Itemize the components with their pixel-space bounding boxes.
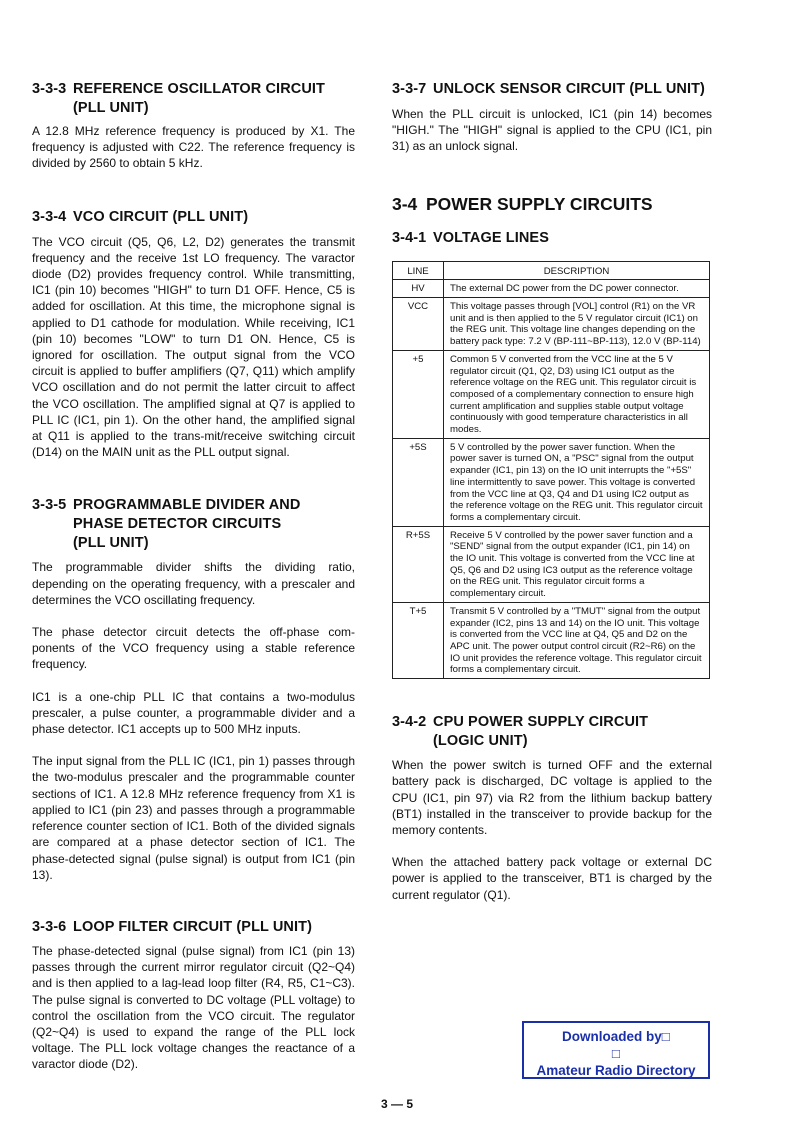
stamp-line-1: Downloaded by□ bbox=[562, 1029, 670, 1044]
description-cell: The external DC power from the DC power connector. bbox=[444, 280, 710, 298]
section-number: 3-3-4 bbox=[32, 208, 67, 225]
table-header-row bbox=[393, 261, 710, 280]
paragraph: When the PLL circuit is unlocked, IC1 (pin 14) becomes "HIGH." The "HIGH" signal is applied to the CPU (IC1, pin 31) as an unlock signal. bbox=[392, 107, 712, 154]
section-heading bbox=[392, 713, 712, 751]
table-header-description: DESCRIPTION bbox=[444, 261, 710, 280]
table-row bbox=[393, 350, 710, 438]
section-title: UNLOCK SENSOR CIRCUIT (PLL UNIT) bbox=[433, 81, 705, 97]
section-number: 3-3-3 bbox=[32, 81, 67, 97]
paragraph: IC1 is a one-chip PLL IC that contains a two-modulus prescaler, a pulse counter, a programmable divider and a phase detector. IC1 accepts up to 500 MHz inputs. bbox=[32, 689, 355, 737]
description-cell: Receive 5 V controlled by the power saver function and a "SEND" signal from the output expander (IC1, pin 14) on the IO unit. This voltage is converted from the VCC line at Q5, Q6 and D2 using IC3 output as the reference voltage on the REG unit. This regulator circuit forms a complementary circuit. bbox=[444, 526, 710, 602]
section-3-4-2 bbox=[392, 713, 712, 903]
voltage-lines-table bbox=[392, 261, 710, 680]
section-title-line2: PHASE DETECTOR CIRCUITS bbox=[73, 516, 282, 533]
section-heading bbox=[392, 229, 712, 248]
paragraph: When the attached battery pack voltage or external DC power is applied to the transceiver, BT1 is charged by the current regulator (Q1). bbox=[392, 855, 712, 902]
stamp-line-2: □ bbox=[611, 1046, 621, 1061]
section-heading bbox=[392, 80, 712, 99]
description-cell: Transmit 5 V controlled by a "TMUT" signal from the output expander (IC2, pins 13 and 14) on the IO unit. This voltage is converted from the VCC line at Q4, Q5 and D2 on the APC unit. The power output control circuit (R2~R6) on the IO unit provides the reference voltage. This regulator circuit forms a complementary circuit. bbox=[444, 602, 710, 678]
section-title: VOLTAGE LINES bbox=[433, 229, 549, 246]
chapter-heading bbox=[392, 193, 712, 215]
section-3-4-1 bbox=[392, 229, 712, 680]
chapter-number: 3-4 bbox=[392, 193, 418, 214]
section-title-line2: (LOGIC UNIT) bbox=[433, 733, 528, 750]
table-row bbox=[393, 298, 710, 351]
chapter-title: POWER SUPPLY CIRCUITS bbox=[426, 193, 653, 214]
description-cell: This voltage passes through [VOL] control (R1) on the VR unit and is then applied to the 5 V regulator circuit (IC1) on the REG unit. This voltage line changes depending on the battery pack type: 7.2 V (BP-111~BP-113), 12.0 V (BP-114) bbox=[444, 298, 710, 351]
section-heading bbox=[32, 208, 355, 227]
section-title-line3: (PLL UNIT) bbox=[73, 535, 149, 552]
paragraph: The VCO circuit (Q5, Q6, L2, D2) generates the transmit frequency and the receive 1st LO frequency. The varactor diode (D2) provides frequency control. While transmitting, IC1 (pin 10) becomes "HIGH" to turn D1 OFF. Hence, C5 is added for oscillation. At this time, the microphone signal is applied to D1 cathode for modulation. While receiving, IC1 (pin 10) becomes "LOW" to turn D1 ON. Hence, C5 is ignored for oscillation. The output signal from the VCO circuit is applied to buffer amplifiers (Q7, Q11) which amplify VCO oscillation and do not permit the latter circuit to affect the VCO oscillation. The amplified signal at Q7 is applied to PLL IC (IC1, pin 1). On the other hand, the amplified signal at Q11 is applied to the trans-mit/receive switching circuit (D14) on the MAIN unit as the PLL output signal. bbox=[32, 234, 355, 460]
section-title-line1: PROGRAMMABLE DIVIDER AND bbox=[73, 497, 301, 514]
description-cell: Common 5 V converted from the VCC line at the 5 V regulator circuit (Q1, Q2, D3) using IC1 output as the reference voltage on the REG unit. This regulator circuit is composed of a complementary connection to ensure high current amplification and supplies stable output voltage continuously with good temperature characteristics in all modes. bbox=[444, 350, 710, 438]
line-cell: +5 bbox=[393, 350, 444, 438]
line-cell: VCC bbox=[393, 298, 444, 351]
section-number: 3-4-2 bbox=[392, 714, 427, 731]
line-cell: T+5 bbox=[393, 602, 444, 678]
line-cell: HV bbox=[393, 280, 444, 298]
section-number: 3-4-1 bbox=[392, 229, 427, 246]
table-row bbox=[393, 280, 710, 298]
section-title-line2: (PLL UNIT) bbox=[73, 100, 149, 116]
table-row bbox=[393, 438, 710, 526]
section-title: LOOP FILTER CIRCUIT (PLL UNIT) bbox=[73, 918, 313, 935]
section-heading bbox=[32, 80, 355, 118]
line-cell: R+5S bbox=[393, 526, 444, 602]
paragraph: The input signal from the PLL IC (IC1, pin 1) passes through the two-modulus prescaler and the programmable counter sections of IC1. A 12.8 MHz reference frequency from X1 is applied to IC1 (pin 23) and passes through a programmable reference counter section of IC1. Both of the divided signals are compared at a phase detector section of IC1. The phase-detected signal (pulse signal) is output from IC1 (pin 13). bbox=[32, 754, 355, 882]
section-title-line1: CPU POWER SUPPLY CIRCUIT bbox=[433, 714, 649, 731]
right-column bbox=[392, 80, 712, 903]
table-header-line: LINE bbox=[393, 261, 444, 280]
section-number: 3-3-5 bbox=[32, 497, 67, 514]
section-3-3-5 bbox=[32, 496, 355, 882]
section-title: VCO CIRCUIT (PLL UNIT) bbox=[73, 208, 249, 225]
section-number: 3-3-7 bbox=[392, 81, 427, 97]
section-heading bbox=[32, 496, 355, 553]
left-column bbox=[32, 80, 355, 1073]
paragraph: The phase-detected signal (pulse signal) from IC1 (pin 13) passes through the current mirror regulator circuit (Q2~Q4) and is then applied to a lag-lead loop filter (R4, R5, C1~C3). The pulse signal is converted to DC voltage (PLL voltage) to control the oscillation from the VCO circuit. The regulator (Q2~Q4) is used to expand the range of the PLL lock voltage. The PLL lock voltage changes the reactance of a varactor diode (D2). bbox=[32, 943, 355, 1072]
downloaded-by-stamp bbox=[522, 1021, 710, 1079]
table-row bbox=[393, 602, 710, 678]
section-heading bbox=[32, 918, 355, 937]
paragraph: The phase detector circuit detects the off-phase com-ponents of the VCO frequency using a stable reference frequency. bbox=[32, 625, 355, 672]
page-number: 3 — 5 bbox=[380, 1097, 413, 1111]
section-number: 3-3-6 bbox=[32, 918, 67, 935]
section-3-3-4 bbox=[32, 208, 355, 461]
section-3-3-3 bbox=[32, 80, 355, 172]
paragraph: The programmable divider shifts the dividing ratio, depending on the operating frequency, with a prescaler and determines the VCO oscillating frequency. bbox=[32, 560, 355, 607]
line-cell: +5S bbox=[393, 438, 444, 526]
section-3-3-6 bbox=[32, 918, 355, 1073]
stamp-line-3: Amateur Radio Directory bbox=[536, 1063, 696, 1078]
section-3-3-7 bbox=[392, 80, 712, 155]
description-cell: 5 V controlled by the power saver function. When the power saver is turned ON, a "PSC" signal from the output expander (IC1, pin 13) on the IO unit interrupts the "+5S" line intermittently to save power. This voltage is converted from the VCC line at Q3, Q4 and D1 using IC2 output as the reference voltage on the REG unit. This regulator circuit forms a complementary circuit. bbox=[444, 438, 710, 526]
table-row bbox=[393, 526, 710, 602]
section-title-line1: REFERENCE OSCILLATOR CIRCUIT bbox=[73, 81, 325, 97]
section-3-4 bbox=[392, 193, 712, 215]
paragraph: When the power switch is turned OFF and the external battery pack is discharged, DC voltage is applied to the CPU (IC1, pin 97) via R2 from the lithium backup battery (BT1) installed in the transceiver to provide backup for the memory contents. bbox=[392, 758, 712, 837]
paragraph: A 12.8 MHz reference frequency is produced by X1. The frequency is adjusted with C22. The reference frequency is divided by 2560 to obtain 5 kHz. bbox=[32, 124, 355, 171]
